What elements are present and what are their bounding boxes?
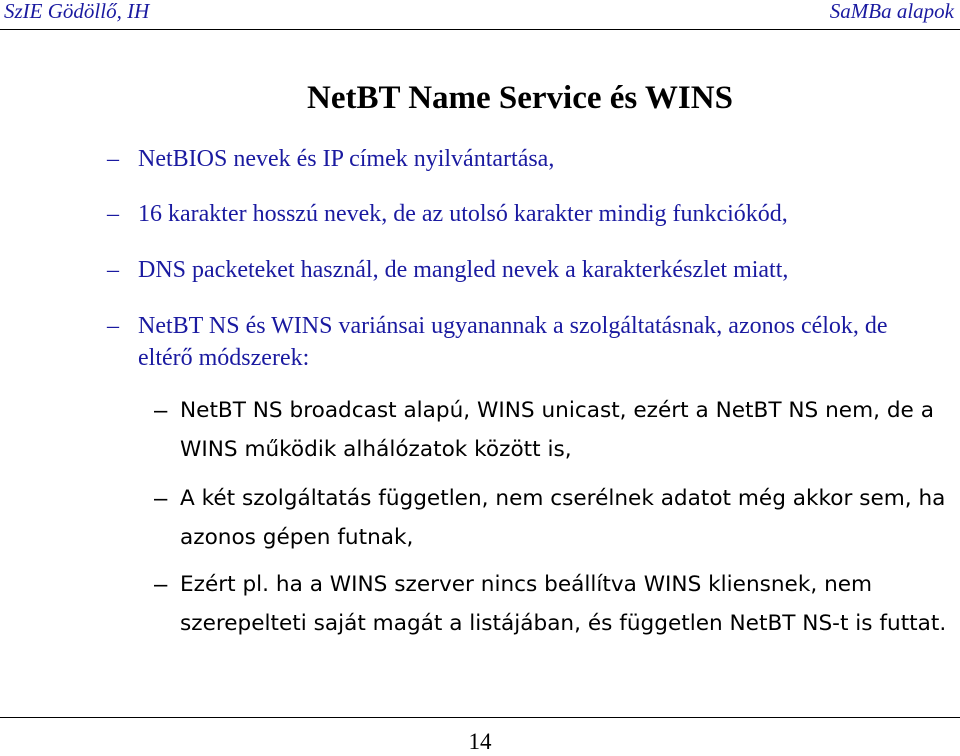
sub-bullet-item xyxy=(154,565,950,643)
header-divider xyxy=(0,29,960,30)
bullet-text: DNS packeteket használ, de mangled nevek a karakterkészlet miatt, xyxy=(138,257,789,283)
bullet-dash: – xyxy=(107,313,119,339)
sub-bullet-text: Ezért pl. ha a WINS szerver nincs beállítva WINS kliensnek, nem szerepelteti saját magát a listájában, és független NetBT NS-t is futtat. xyxy=(180,572,947,636)
sub-bullet-dash: – xyxy=(154,397,168,424)
slide-title: NetBT Name Service és WINS xyxy=(307,80,733,116)
bullet-item xyxy=(107,198,938,230)
bullet-dash: – xyxy=(107,146,119,172)
sub-bullet-item xyxy=(154,391,950,469)
sub-bullet-dash: – xyxy=(154,485,168,512)
sub-bullet-dash: – xyxy=(154,571,168,598)
header-course-title: SaMBa alapok xyxy=(829,0,954,23)
page-number: 14 xyxy=(468,729,492,754)
bullet-text: 16 karakter hosszú nevek, de az utolsó karakter mindig funkciókód, xyxy=(138,201,788,227)
bullet-dash: – xyxy=(107,257,119,283)
bullet-item xyxy=(107,254,938,286)
footer-divider xyxy=(0,717,960,718)
sub-bullet-text: NetBT NS broadcast alapú, WINS unicast, ezért a NetBT NS nem, de a WINS működik alhálózatok között is, xyxy=(180,398,934,462)
bullet-item xyxy=(107,310,928,374)
sub-bullet-text: A két szolgáltatás független, nem cserélnek adatot még akkor sem, ha azonos gépen futnak, xyxy=(180,486,946,550)
bullet-item xyxy=(107,143,938,175)
bullet-text: NetBIOS nevek és IP címek nyilvántartása, xyxy=(138,146,555,172)
bullet-text: NetBT NS és WINS variánsai ugyanannak a szolgáltatásnak, azonos célok, de eltérő módszerek: xyxy=(138,313,888,371)
header-institution: SzIE Gödöllő, IH xyxy=(4,0,150,23)
bullet-dash: – xyxy=(107,201,119,227)
sub-bullet-item xyxy=(154,479,950,557)
